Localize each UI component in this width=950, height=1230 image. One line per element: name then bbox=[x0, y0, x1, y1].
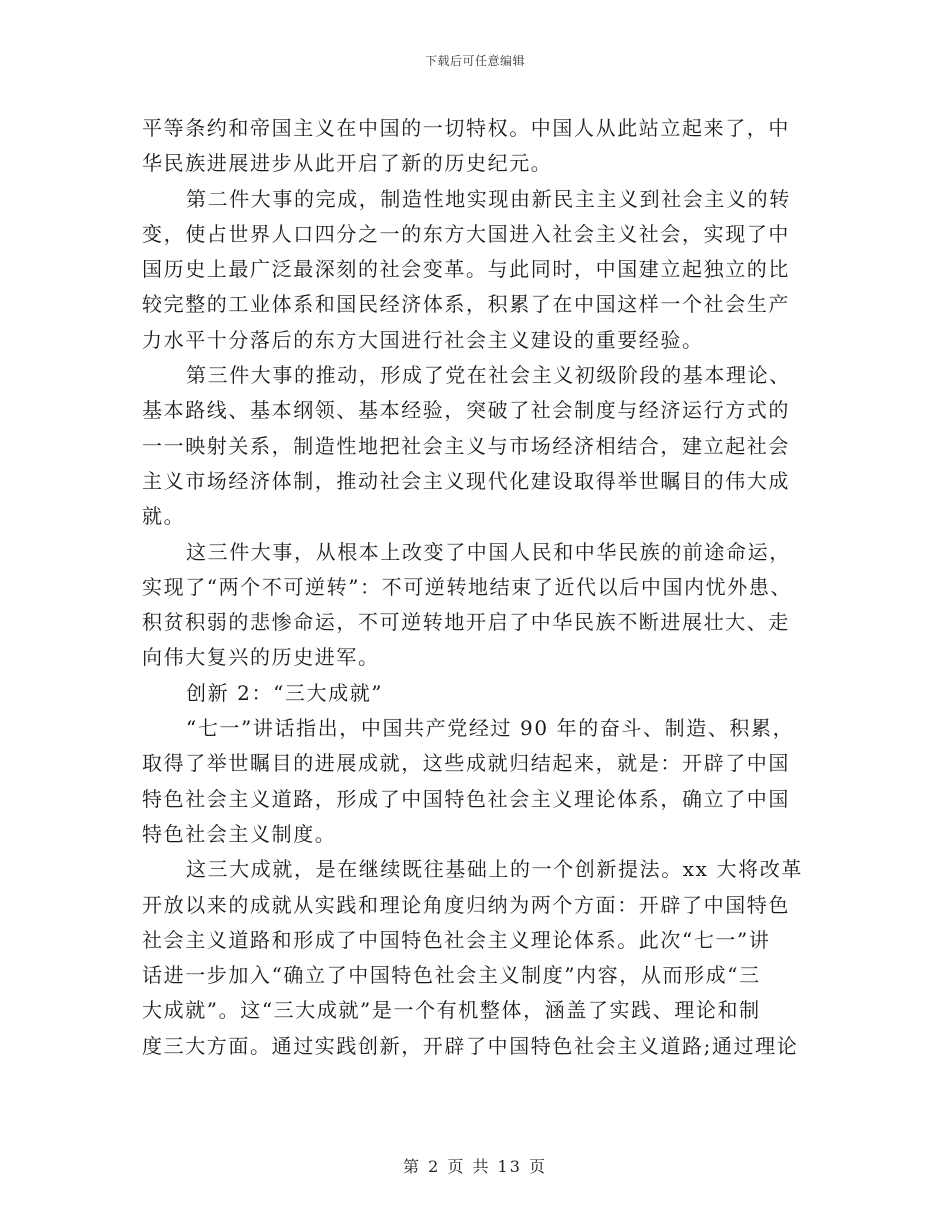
text-line: 度三大方面。通过实践创新，开辟了中国特色社会主义道路;通过理论 bbox=[142, 1033, 799, 1058]
paragraph-start-line: “七一”讲话指出，中国共产党经过 90 年的奋斗、制造、积累， bbox=[186, 716, 795, 741]
text-line: 特色社会主义制度。 bbox=[142, 821, 337, 846]
document-body bbox=[142, 111, 802, 1064]
paragraph-start-line: 第二件大事的完成，制造性地实现由新民主主义到社会主义的转 bbox=[186, 186, 791, 211]
text-line: 力水平十分落后的东方大国进行社会主义建设的重要经验。 bbox=[142, 327, 704, 352]
text-line: 特色社会主义道路，形成了中国特色社会主义理论体系，确立了中国 bbox=[142, 786, 790, 811]
paragraph-start-line: 第三件大事的推动，形成了党在社会主义初级阶段的基本理论、 bbox=[186, 363, 791, 388]
text-line: 积贫积弱的悲惨命运，不可逆转地开启了中华民族不断进展壮大、走 bbox=[142, 610, 790, 635]
text-line: 主义市场经济体制，推动社会主义现代化建设取得举世瞩目的伟大成 bbox=[142, 468, 790, 493]
page-number-footer: 第 2 页 共 13 页 bbox=[403, 1157, 547, 1176]
paragraph-start-line: 这三件大事，从根本上改变了中国人民和中华民族的前途命运， bbox=[186, 539, 791, 564]
text-line: 实现了“两个不可逆转”：不可逆转地结束了近代以后中国内忧外患、 bbox=[142, 574, 793, 599]
text-line: 平等条约和帝国主义在中国的一切特权。中国人从此站立起来了，中 bbox=[142, 116, 790, 140]
text-line: 向伟大复兴的历史进军。 bbox=[142, 645, 380, 670]
text-line: 一一映射关系，制造性地把社会主义与市场经济相结合，建立起社会 bbox=[142, 433, 790, 458]
text-line: 华民族进展进步从此开启了新的历史纪元。 bbox=[142, 151, 553, 176]
text-line: 话进一步加入“确立了中国特色社会主义制度”内容，从而形成“三 bbox=[142, 963, 761, 988]
text-line: 社会主义道路和形成了中国特色社会主义理论体系。此次“七一”讲 bbox=[142, 927, 771, 952]
text-line: 开放以来的成就从实践和理论角度归纳为两个方面：开辟了中国特色 bbox=[142, 892, 790, 917]
text-line: 基本路线、基本纲领、基本经验，突破了社会制度与经济运行方式的 bbox=[142, 398, 790, 423]
text-line: 取得了举世瞩目的进展成就，这些成就归结起来，就是：开辟了中国 bbox=[142, 751, 790, 776]
text-line: 就。 bbox=[142, 504, 186, 529]
text-line: 大成就”。这“三大成就”是一个有机整体，涵盖了实践、理论和制 bbox=[142, 998, 761, 1023]
section-heading: 创新 2：“三大成就” bbox=[186, 680, 384, 705]
text-line: 国历史上最广泛最深刻的社会变革。与此同时，中国建立起独立的比 bbox=[142, 257, 790, 282]
text-line: 较完整的工业体系和国民经济体系，积累了在中国这样一个社会生产 bbox=[142, 292, 790, 317]
paragraph-start-line: 这三大成就，是在继续既往基础上的一个创新提法。xx 大将改革 bbox=[186, 857, 803, 882]
text-line: 变，使占世界人口四分之一的东方大国进入社会主义社会，实现了中 bbox=[142, 221, 790, 246]
page-header-note: 下载后可任意编辑 bbox=[424, 54, 525, 68]
